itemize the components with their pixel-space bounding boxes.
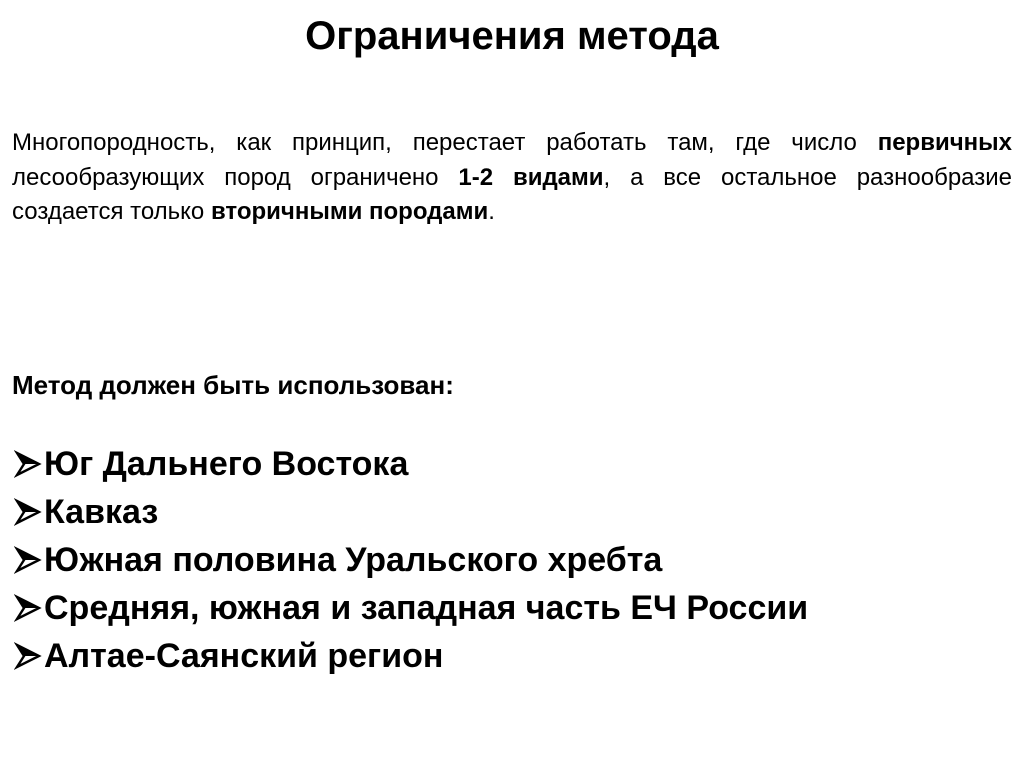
list-item bbox=[14, 584, 808, 632]
subheading: Метод должен быть использован: bbox=[12, 370, 454, 400]
arrowhead-bullet-icon bbox=[14, 546, 42, 574]
list-item bbox=[14, 488, 808, 536]
list-item-label: Южная половина Уральского хребта bbox=[44, 541, 663, 579]
list-item bbox=[14, 536, 808, 584]
list-item-label: Кавказ bbox=[44, 493, 159, 531]
list-item-label: Алтае-Саянский регион bbox=[44, 637, 444, 675]
paragraph-text-2: лесообразующих пород ограничено bbox=[12, 163, 459, 191]
slide-title: Ограничения метода bbox=[305, 14, 719, 58]
paragraph-bold-species-count: 1-2 видами bbox=[458, 163, 604, 191]
paragraph-bold-secondary: вторичными породами bbox=[210, 198, 489, 225]
paragraph-text-3: , а все остальное разнообразие создается только bbox=[12, 163, 1013, 225]
list-item bbox=[14, 440, 808, 488]
list-item-label: Средняя, южная и западная часть ЕЧ России bbox=[44, 589, 809, 627]
region-list bbox=[14, 440, 808, 680]
arrowhead-bullet-icon bbox=[14, 450, 42, 478]
list-item-label: Юг Дальнего Востока bbox=[44, 445, 409, 483]
arrowhead-bullet-icon bbox=[14, 642, 42, 670]
arrowhead-bullet-icon bbox=[14, 498, 42, 526]
list-item bbox=[14, 632, 808, 680]
paragraph-text-1: Многопородность, как принцип, перестает работать там, где число bbox=[12, 129, 878, 156]
arrowhead-bullet-icon bbox=[14, 594, 42, 622]
paragraph-bold-primary: первичных bbox=[877, 129, 1012, 156]
body-paragraph bbox=[12, 126, 1012, 230]
paragraph-text-4: . bbox=[488, 198, 495, 225]
